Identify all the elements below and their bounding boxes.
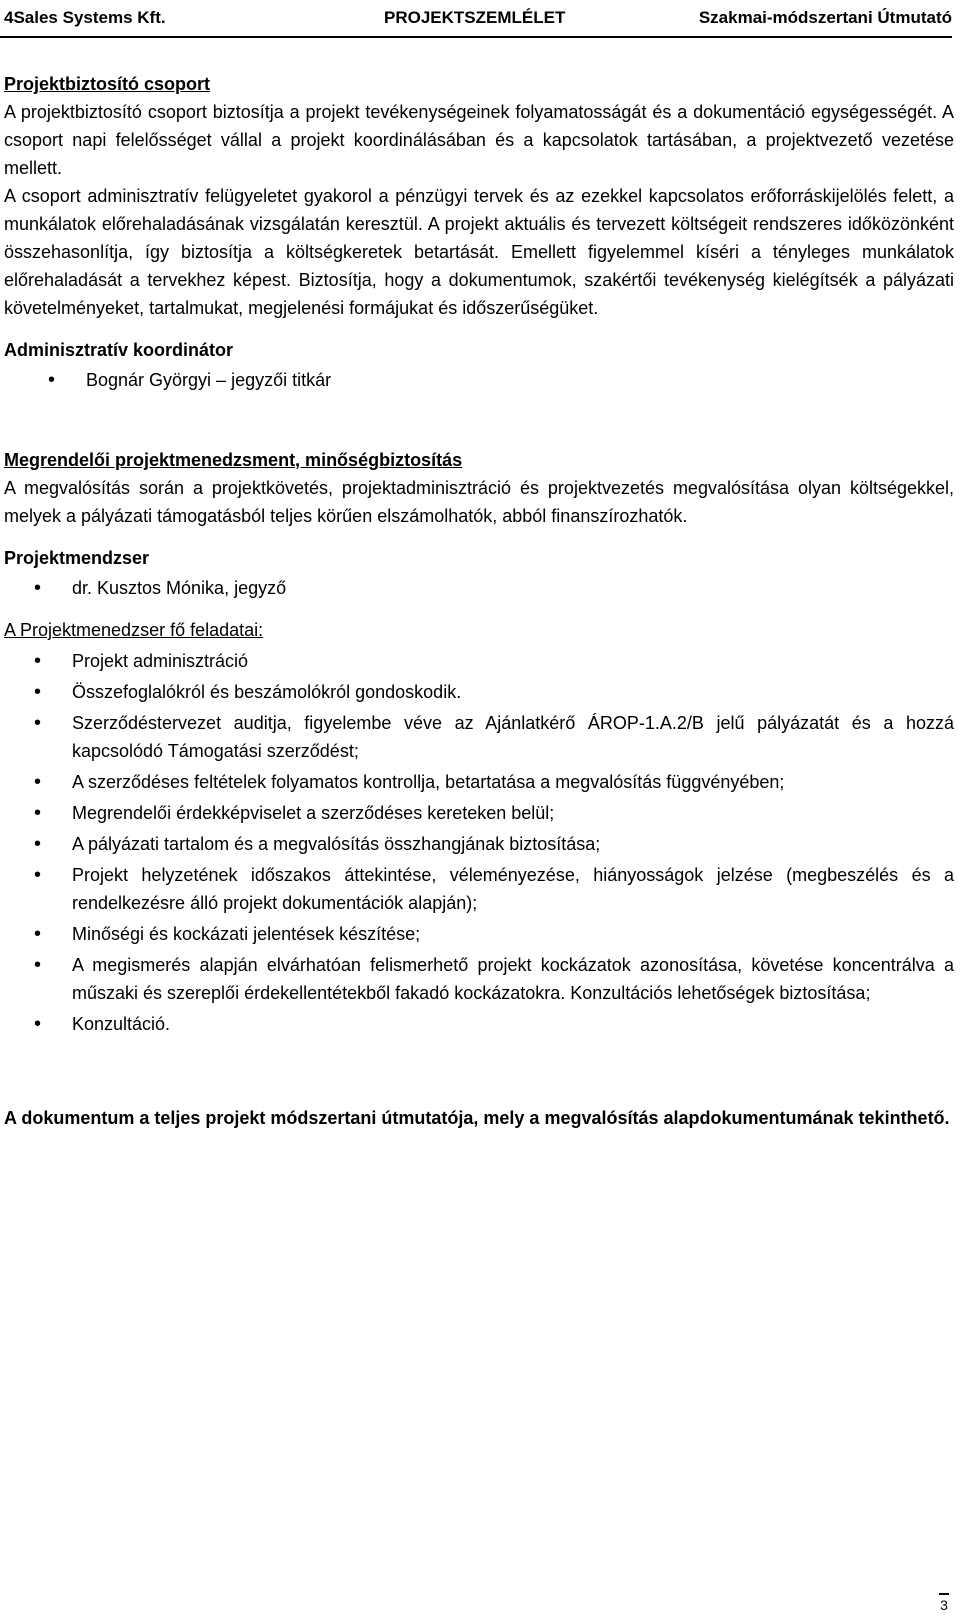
- list-item: • A pályázati tartalom és a megvalósítás összhangjának biztosítása;: [4, 830, 954, 858]
- list-item: • Szerződéstervezet auditja, figyelembe véve az Ajánlatkérő ÁROP-1.A.2/B jelű pályázatát és a hozzá kapcsolódó Támogatási szerződést;: [4, 709, 954, 765]
- list-item: • Projekt adminisztráció: [4, 647, 954, 675]
- section-title-admin: Adminisztratív koordinátor: [4, 340, 234, 360]
- page-number-mark: [939, 1593, 949, 1595]
- section-title-projektmenedzser: Projektmendzser: [4, 548, 150, 568]
- admin-list: [4, 366, 954, 394]
- list-item: • Projekt helyzetének időszakos áttekintése, véleményezése, hiányosságok jelzése (megbeszélés és a rendelkezésre álló projekt dokumentációk alapján);: [4, 861, 954, 917]
- document-body: [4, 70, 954, 1132]
- list-item: • Megrendelői érdekképviselet a szerződéses kereteken belül;: [4, 799, 954, 827]
- page-number-text: 3: [940, 1597, 948, 1613]
- list-item: • Bognár Györgyi – jegyzői titkár: [4, 366, 954, 394]
- list-item: • dr. Kusztos Mónika, jegyző: [4, 574, 954, 602]
- paragraph-projektbiztosito-2: A csoport adminisztratív felügyeletet gyakorol a pénzügyi tervek és az ezekkel kapcsolatos erőforráskijelölés felett, a munkálatok előrehaladásának vizsgálatán keresztül. A projekt aktuális és tervezett költségeit rendszeres időközönként összehasonlítja, így biztosítja a költségkeretek betartását. Emellett figyelemmel kíséri a tényleges munkálatok előrehaladását a tervekhez képest. Biztosítja, hogy a dokumentumok, szakértői tevékenység kielégítsék a pályázati követelményeket, tartalmukat, megjelenési formájukat és időszerűségüket.: [4, 186, 954, 318]
- tasks-title: A Projektmenedzser fő feladatai:: [4, 620, 264, 640]
- closing-statement: A dokumentum a teljes projekt módszertani útmutatója, mely a megvalósítás alapdokumentumának tekinthető.: [4, 1108, 950, 1128]
- list-item: • Összefoglalókról és beszámolókról gondoskodik.: [4, 678, 954, 706]
- list-item: • A megismerés alapján elvárhatóan felismerhető projekt kockázatok azonosítása, követése koncentrálva a műszaki és szereplői érdekellentétekből fakadó kockázatokra. Konzultációs lehetőségek biztosítása;: [4, 951, 954, 1007]
- section-title-megrendeloi: Megrendelői projektmenedzsment, minőségbiztosítás: [4, 450, 463, 470]
- tasks-list: [4, 647, 954, 1038]
- pm-list: [4, 574, 954, 602]
- section-title-projektbiztosito: Projektbiztosító csoport: [4, 74, 211, 94]
- list-item: • Minőségi és kockázati jelentések készítése;: [4, 920, 954, 948]
- paragraph-projektbiztosito-1: A projektbiztosító csoport biztosítja a projekt tevékenységeinek folyamatosságát és a dokumentáció egységességét. A csoport napi felelősséget vállal a projekt koordinálásában és a kapcsolatok tartásában, a projektvezető vezetése mellett.: [4, 102, 954, 178]
- paragraph-megrendeloi: A megvalósítás során a projektkövetés, projektadminisztráció és projektvezetés megvalósítása olyan költségekkel, melyek a pályázati támogatásból teljes körűen elszámolhatók, abból finanszírozhatók.: [4, 478, 954, 526]
- header-title: PROJEKTSZEMLÉLET: [384, 8, 566, 27]
- header-company: 4Sales Systems Kft.: [4, 8, 166, 27]
- page-header: [0, 4, 952, 38]
- list-item: • A szerződéses feltételek folyamatos kontrollja, betartatása a megvalósítás függvényében;: [4, 768, 954, 796]
- list-item: • Konzultáció.: [4, 1010, 954, 1038]
- header-document-type: Szakmai-módszertani Útmutató: [698, 8, 952, 27]
- page-number: [934, 1593, 954, 1613]
